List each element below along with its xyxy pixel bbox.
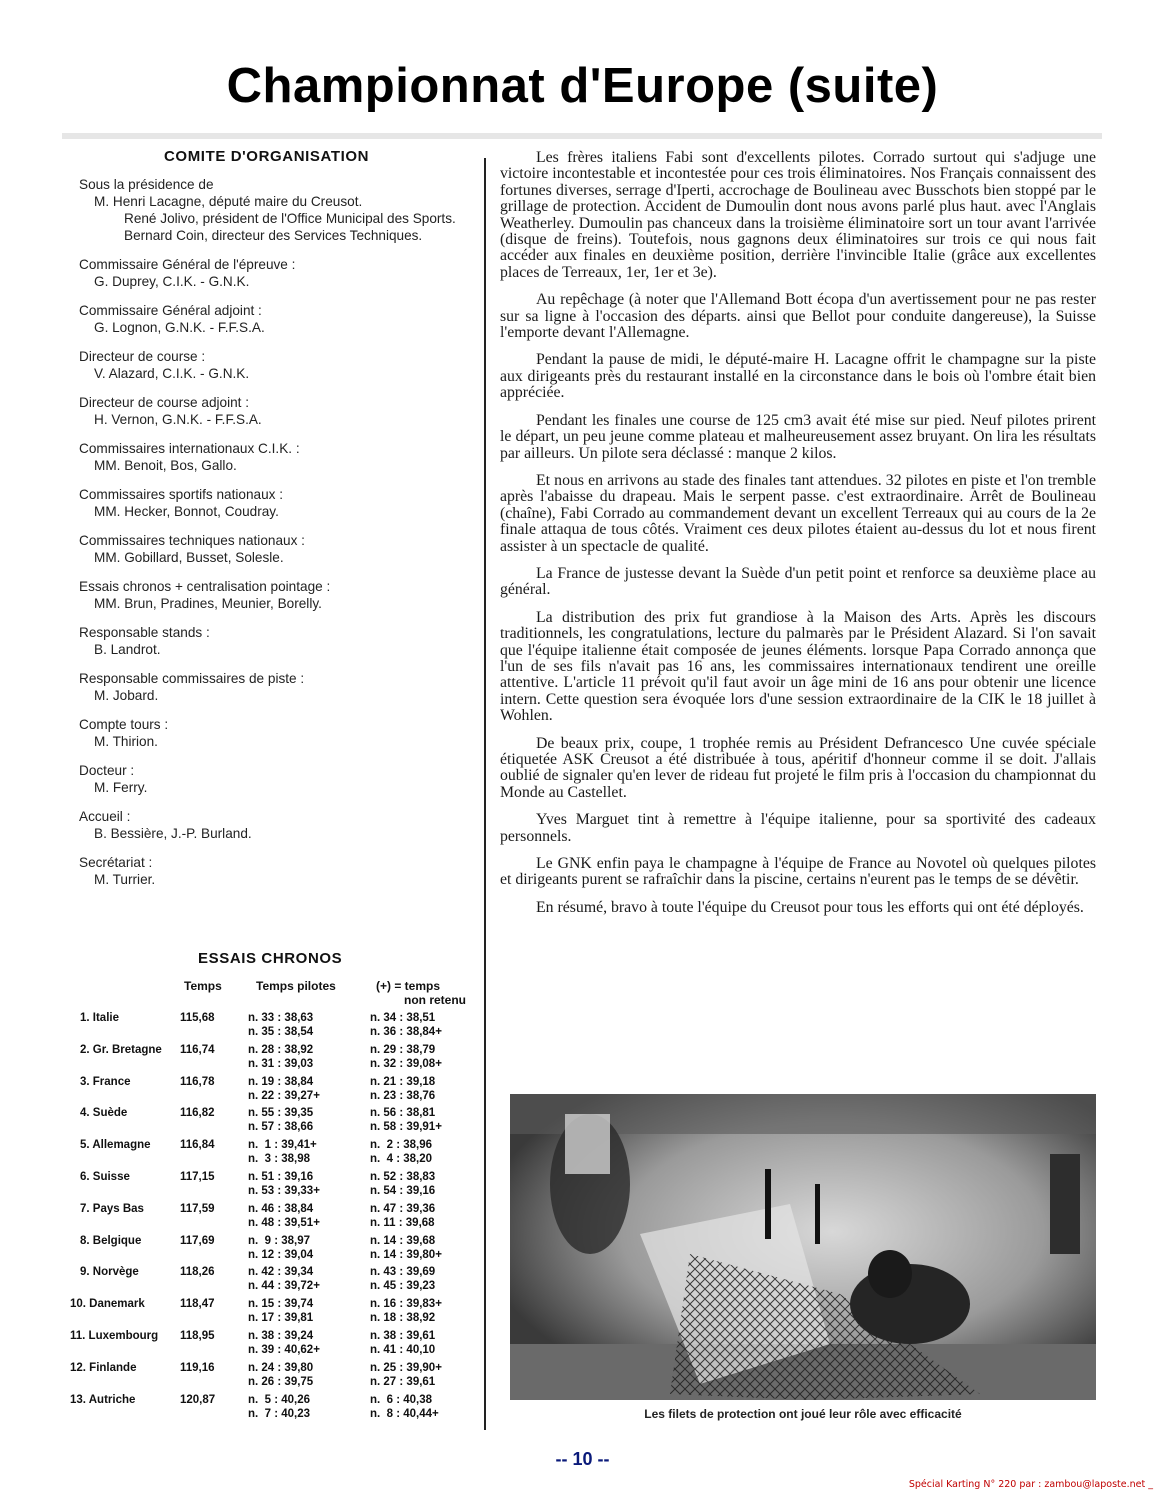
comite-names: B. Bessière, J.-P. Burland. [94, 826, 252, 841]
reserve-time: n. 43 : 39,69 [370, 1266, 436, 1279]
header-temps: Temps [184, 979, 222, 993]
comite-names: G. Lognon, G.N.K. - F.F.S.A. [94, 320, 265, 335]
article-paragraph: De beaux prix, coupe, 1 trophée remis au Président Defrancesco Une cuvée spéciale étiquetée ASK Creusot a été distribuée à tous, apéritif d'honneur comme il se doit. J'allais oublié de signaler qu'en lever de rideau fut projeté le film pris à l'occasion du championnat du Monde au Castellet. [500, 734, 1096, 801]
reserve-time: n. 11 : 39,68 [370, 1216, 435, 1229]
pilot-time: n. 1 : 39,41+ [248, 1139, 317, 1152]
comite-names: M. Turrier. [94, 872, 156, 887]
team-name: 6. Suisse [80, 1171, 130, 1183]
comite-entry [74, 486, 478, 520]
header-plus-temps: (+) = temps [376, 979, 441, 993]
team-name: 11. Luxembourg [70, 1330, 159, 1342]
pilot-time: n. 28 : 38,92 [248, 1043, 314, 1056]
reserve-time: n. 38 : 39,61 [370, 1330, 436, 1342]
comite-names: H. Vernon, G.N.K. - F.F.S.A. [94, 412, 262, 427]
pilot-time: n. 9 : 38,97 [248, 1234, 311, 1247]
comite-entry [74, 716, 478, 750]
comite-heading: COMITE D'ORGANISATION [164, 148, 370, 165]
comite-role: Responsable commissaires de piste : [79, 671, 305, 686]
comite-role: Compte tours : [79, 717, 169, 732]
team-time: 117,59 [180, 1202, 215, 1215]
reserve-time: n. 14 : 39,68 [370, 1234, 436, 1247]
reserve-time: n. 16 : 39,83+ [370, 1298, 442, 1311]
comite-names: René Jolivo, président de l'Office Municipal des Sports. [124, 211, 456, 226]
team-name: 7. Pays Bas [80, 1202, 144, 1215]
table-row [62, 1329, 482, 1359]
comite-entry [74, 578, 478, 612]
article-paragraph: Pendant la pause de midi, le député-maire H. Lacagne offrit le champagne sur la piste aux dirigeants près du restaurant installé en la circonstance dans le bois où l'ombre était bien appréciée. [500, 351, 1096, 402]
team-time: 116,74 [180, 1043, 215, 1056]
team-name: 12. Finlande [70, 1361, 137, 1374]
pilot-time: n. 46 : 38,84 [248, 1202, 314, 1215]
reserve-time: n. 52 : 38,83 [370, 1171, 436, 1183]
team-time: 117,15 [180, 1171, 215, 1183]
article-paragraph: Yves Marguet tint à remettre à l'équipe italienne, pour sa sportivité des cadeaux personnels. [500, 811, 1096, 845]
team-name: 13. Autriche [70, 1393, 136, 1406]
pilot-time: n. 35 : 38,54 [248, 1026, 314, 1038]
pilot-time: n. 3 : 38,98 [248, 1153, 311, 1166]
comite-role: Commissaires internationaux C.I.K. : [79, 441, 300, 456]
comite-entry [74, 808, 478, 842]
reserve-time: n. 58 : 39,91+ [370, 1121, 442, 1134]
article-paragraph: Au repêchage (à noter que l'Allemand Bott écopa d'un avertissement pour ne pas rester sur sa ligne à l'occasion des départs. ainsi que Bellot pour conduite dangereuse), la Suisse l'emporte devant l'Allemagne. [500, 291, 1096, 342]
team-name: 8. Belgique [80, 1234, 142, 1247]
team-name: 3. France [80, 1075, 131, 1088]
column-divider [484, 158, 486, 1430]
table-row [62, 1297, 482, 1327]
essais-heading: ESSAIS CHRONOS [198, 950, 343, 967]
reserve-time: n. 32 : 39,08+ [370, 1057, 442, 1070]
team-name: 2. Gr. Bretagne [80, 1043, 162, 1056]
table-row [62, 1393, 482, 1423]
pilot-time: n. 57 : 38,66 [248, 1121, 314, 1134]
team-name: 5. Allemagne [80, 1139, 151, 1152]
reserve-time: n. 14 : 39,80+ [370, 1248, 442, 1261]
page-title: Championnat d'Europe (suite) [226, 59, 939, 113]
comite-names: Bernard Coin, directeur des Services Techniques. [124, 228, 423, 243]
header-non-retenu: non retenu [404, 993, 466, 1007]
comite-names: M. Jobard. [94, 688, 159, 703]
comite-role: Accueil : [79, 809, 131, 824]
reserve-time: n. 29 : 38,79 [370, 1043, 436, 1056]
table-row [62, 1075, 482, 1105]
pilot-time: n. 26 : 39,75 [248, 1375, 314, 1388]
comite-role: Directeur de course adjoint : [79, 395, 250, 410]
table-row [62, 1011, 482, 1041]
comite-role: Responsable stands : [79, 625, 210, 640]
comite-names: MM. Hecker, Bonnot, Coudray. [94, 504, 279, 519]
team-time: 118,47 [180, 1298, 215, 1311]
comite-names: M. Thirion. [94, 734, 158, 749]
comite-names: MM. Gobillard, Busset, Solesle. [94, 550, 284, 565]
comite-role: Commissaire Général adjoint : [79, 303, 262, 318]
footer-credit: Spécial Karting N° 220 par : zambou@laposte.net _ [908, 1479, 1153, 1490]
article-paragraph: En résumé, bravo à toute l'équipe du Creusot pour tous les efforts qui ont été déployés. [536, 898, 1084, 916]
pilot-time: n. 15 : 39,74 [248, 1298, 314, 1311]
pilot-time: n. 48 : 39,51+ [248, 1216, 320, 1229]
comite-names: MM. Benoit, Bos, Gallo. [94, 458, 237, 473]
article-paragraph: Les frères italiens Fabi sont d'excellents pilotes. Corrado surtout qui s'adjuge une victoire incontestable et incontestée pour ces trois éliminatoires. Nos Français connaissent des fortunes diverses, serrage d'Iperti, accrochage de Boulineau avec Busschots bien stoppé par le grillage de protection. Accident de Dumoulin dont nous avons parlé plus haut. avec l'Anglais Weatherley. Dumoulin pas chanceux dans la troisième éliminatoire sort un tour avant l'arrivée (disque de freins). Toutefois, nous gagnons deux éliminatoires sur trois ce qui nous fait accéder aux finales en deuxième position, derrière l'invincible Italie (grâce aux excellentes places de Terreaux, 1er, 1er et 3e). [500, 149, 1096, 281]
pilot-time: n. 22 : 39,27+ [248, 1089, 320, 1102]
pilot-time: n. 51 : 39,16 [248, 1171, 314, 1183]
reserve-time: n. 8 : 40,44+ [370, 1407, 439, 1420]
comite-role: Commissaires sportifs nationaux : [79, 487, 283, 502]
pilot-time: n. 44 : 39,72+ [248, 1280, 320, 1293]
table-row [62, 1043, 482, 1073]
reserve-time: n. 23 : 38,76 [370, 1089, 436, 1102]
reserve-time: n. 2 : 38,96 [370, 1139, 433, 1152]
pilot-time: n. 5 : 40,26 [248, 1393, 311, 1406]
team-name: 1. Italie [80, 1012, 119, 1024]
reserve-time: n. 41 : 40,10 [370, 1344, 436, 1356]
pilot-time: n. 33 : 38,63 [248, 1012, 314, 1024]
pilot-time: n. 19 : 38,84 [248, 1075, 314, 1088]
article-paragraph: Pendant les finales une course de 125 cm3 avait été mise sur pied. Neuf pilotes prirent le départ, un peu jeune comme plateau et malheureusement assez bruyant. On lira les résultats par ailleurs. Un pilote sera déclassé : manque 2 kilos. [500, 411, 1096, 462]
pilot-time: n. 38 : 39,24 [248, 1330, 314, 1342]
team-time: 118,95 [180, 1330, 215, 1342]
article-paragraph: La France de justesse devant la Suède d'un petit point et renforce sa deuxième place au général. [500, 564, 1096, 599]
comite-entry [74, 762, 478, 796]
article-paragraph: Le GNK enfin paya le champagne à l'équipe de France au Novotel où quelques pilotes et dirigeants purent se rafraîchir dans la piscine, certains n'eurent pas le temps de se dévêtir. [500, 855, 1096, 889]
team-name: 4. Suède [80, 1107, 128, 1120]
reserve-time: n. 45 : 39,23 [370, 1280, 436, 1293]
header-temps-pilotes: Temps pilotes [256, 979, 336, 993]
comite-entry [74, 176, 478, 244]
table-row [62, 1234, 482, 1264]
page-number: -- 10 -- [555, 1449, 610, 1469]
article-body [500, 150, 1096, 927]
comite-names: V. Alazard, C.I.K. - G.N.K. [94, 366, 250, 381]
article-paragraph: Et nous en arrivons au stade des finales tant attendues. 32 pilotes en piste et l'on tremble après l'abaisse du drapeau. Mais le serpent passe. c'est extraordinaire. Arrêt de Boulineau (chaîne), Fabi Corrado au commandement devant un excellent Terreaux qui au cours de la 2e finale attaqua de tous côtés. Vraiment ces deux pilotes étaient au-dessus du lot et nous firent assister à un spectacle de qualité. [500, 471, 1096, 555]
comite-role: Directeur de course : [79, 349, 206, 364]
reserve-time: n. 34 : 38,51 [370, 1012, 436, 1024]
comite-role: Commissaire Général de l'épreuve : [79, 257, 296, 272]
pilot-time: n. 24 : 39,80 [248, 1361, 314, 1374]
comite-role: Commissaires techniques nationaux : [79, 533, 305, 548]
table-row [62, 1138, 482, 1168]
team-time: 118,26 [180, 1266, 215, 1279]
race-photo-image [510, 1094, 1096, 1400]
comite-names: MM. Brun, Pradines, Meunier, Borelly. [94, 596, 322, 611]
team-time: 117,69 [180, 1234, 215, 1247]
reserve-time: n. 54 : 39,16 [370, 1185, 436, 1197]
photo-caption: Les filets de protection ont joué leur rôle avec efficacité [644, 1407, 962, 1421]
comite-names: M. Henri Lacagne, député maire du Creusot. [94, 194, 363, 209]
race-photo [510, 1094, 1096, 1400]
reserve-time: n. 47 : 39,36 [370, 1202, 436, 1215]
reserve-time: n. 36 : 38,84+ [370, 1026, 442, 1038]
pilot-time: n. 55 : 39,35 [248, 1107, 314, 1120]
team-time: 116,84 [180, 1139, 215, 1152]
pilot-time: n. 42 : 39,34 [248, 1266, 314, 1279]
reserve-time: n. 25 : 39,90+ [370, 1361, 442, 1374]
table-row [62, 1106, 482, 1136]
table-row [62, 1202, 482, 1232]
comite-entry [74, 348, 478, 382]
reserve-time: n. 18 : 38,92 [370, 1312, 436, 1325]
team-time: 120,87 [180, 1393, 216, 1406]
team-time: 119,16 [180, 1361, 215, 1374]
comite-entry [74, 394, 478, 428]
comite-role: Essais chronos + centralisation pointage : [79, 579, 331, 594]
article-paragraph: La distribution des prix fut grandiose à la Maison des Arts. Après les discours traditionnels, les congratulations, lecture du palmarès par le Président Alazard. Si l'on savait que l'équipe italienne était composée de jeunes éléments. lorsque Papa Corrado annonça que l'un de ses fils n'avait pas 16 ans, les commissaires internationaux tendirent une oreille attentive. L'article 11 prévoit qu'il faut avoir un âge mini de 16 ans pour obtenir une licence intern. Cette question sera évoquée lors d'une session extraordinaire de la CIK le 18 juillet à Wohlen. [500, 608, 1096, 725]
comite-entry [74, 256, 478, 290]
comite-entry [74, 302, 478, 336]
comite-entry [74, 670, 478, 704]
pilot-time: n. 12 : 39,04 [248, 1248, 314, 1261]
pilot-time: n. 31 : 39,03 [248, 1057, 314, 1070]
comite-role: Docteur : [79, 763, 135, 778]
reserve-time: n. 4 : 38,20 [370, 1153, 433, 1166]
reserve-time: n. 56 : 38,81 [370, 1107, 436, 1120]
comite-entry [74, 854, 478, 888]
comite-names: G. Duprey, C.I.K. - G.N.K. [94, 274, 250, 289]
pilot-time: n. 39 : 40,62+ [248, 1344, 320, 1356]
comite-names: M. Ferry. [94, 780, 148, 795]
table-row [62, 1170, 482, 1200]
title-rule [62, 133, 1102, 139]
team-time: 115,68 [180, 1012, 215, 1024]
team-time: 116,82 [180, 1107, 215, 1120]
comite-entry [74, 624, 478, 658]
table-row [62, 1265, 482, 1295]
pilot-time: n. 53 : 39,33+ [248, 1185, 320, 1197]
reserve-time: n. 27 : 39,61 [370, 1375, 436, 1388]
table-row [62, 1361, 482, 1391]
comite-role: Secrétariat : [79, 855, 153, 870]
comite-entry [74, 440, 478, 474]
comite-names: B. Landrot. [94, 642, 161, 657]
pilot-time: n. 7 : 40,23 [248, 1407, 311, 1420]
team-name: 10. Danemark [70, 1298, 145, 1311]
comite-role: Sous la présidence de [79, 177, 214, 192]
comite-list [74, 176, 478, 900]
comite-entry [74, 532, 478, 566]
team-name: 9. Norvège [80, 1266, 139, 1279]
pilot-time: n. 17 : 39,81 [248, 1312, 314, 1325]
reserve-time: n. 21 : 39,18 [370, 1075, 436, 1088]
team-time: 116,78 [180, 1075, 215, 1088]
reserve-time: n. 6 : 40,38 [370, 1393, 433, 1406]
